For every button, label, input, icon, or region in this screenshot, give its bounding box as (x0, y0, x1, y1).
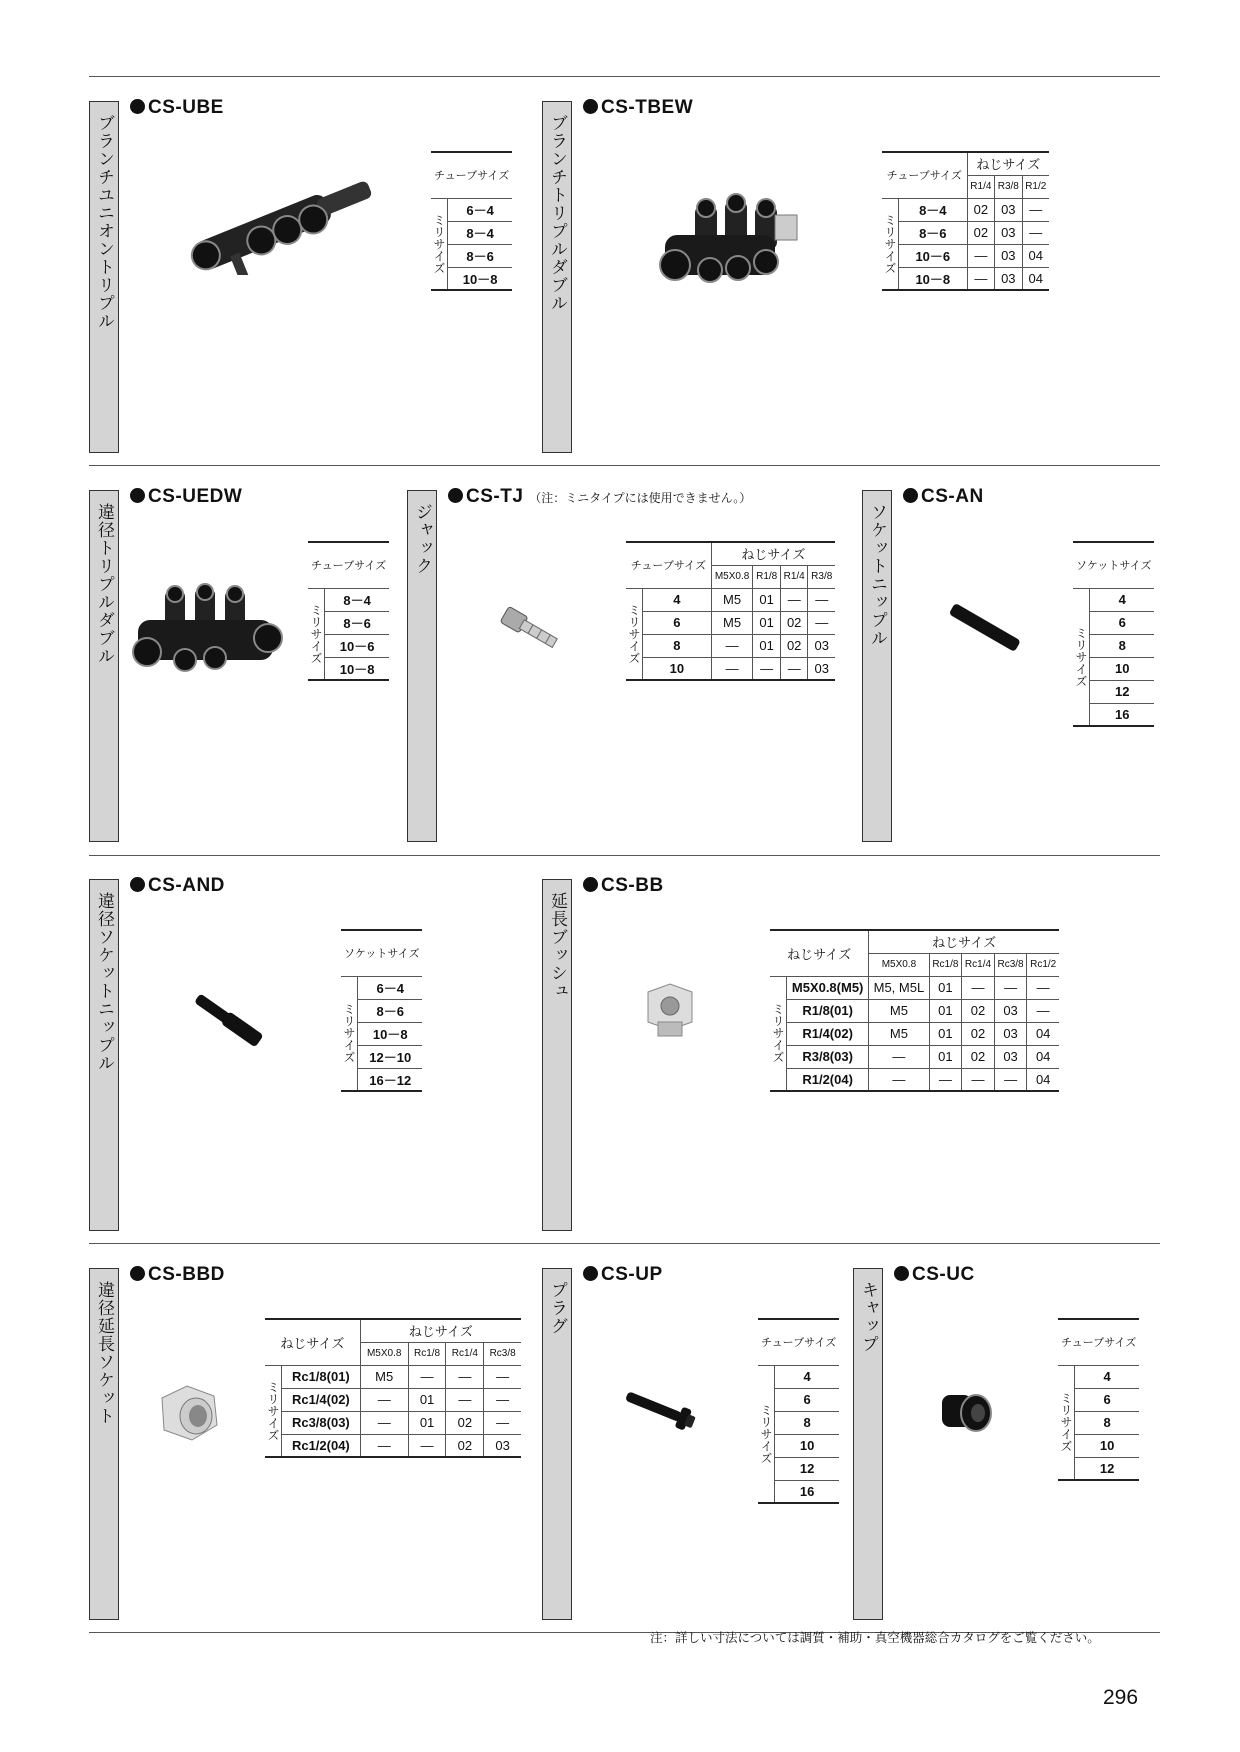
spec-table-uc: チューブサイズ ミリサイズ 4 6 8 10 12 (1058, 1318, 1139, 1481)
rule-row1 (89, 465, 1160, 466)
product-image (495, 600, 565, 660)
rule-row3 (89, 1243, 1160, 1244)
product-title: CS-BB (583, 875, 664, 897)
product-image (938, 1385, 998, 1440)
bullet-icon (130, 877, 145, 892)
bullet-icon (448, 488, 463, 503)
bullet-icon (130, 99, 145, 114)
spec-table-ube: チューブサイズ ミリサイズ 6－4 8－4 8－6 10－8 (431, 151, 512, 291)
category-tab: 違径延長ソケット (89, 1268, 119, 1620)
category-tab: キャップ (853, 1268, 883, 1620)
footnote: 注：詳しい寸法については調質・補助・真空機器総合カタログをご覧ください。 (650, 1630, 1100, 1645)
spec-table-tbew: チューブサイズ ねじサイズ R1/4 R3/8 R1/2 ミリサイズ 8－4 02 03 — 8－6 02 03 — 10－6 — 03 04 10－8 — 03 04 (882, 151, 1049, 291)
product-title: CS-UEDW (130, 486, 242, 508)
category-tab: 違径トリプルダブル (89, 490, 119, 842)
rule-top (89, 76, 1160, 77)
product-image (622, 1385, 702, 1435)
product-image (650, 190, 810, 295)
rule-row2 (89, 855, 1160, 856)
bullet-icon (894, 1266, 909, 1281)
product-title: CS-TBEW (583, 97, 693, 119)
product-title: CS-BBD (130, 1264, 225, 1286)
product-title: CS-UBE (130, 97, 224, 119)
product-title: CS-AND (130, 875, 225, 897)
category-tab: ブランチトリプルダブル (542, 101, 572, 453)
product-image (152, 1380, 227, 1450)
spec-table-bbd: ねじサイズ ねじサイズ M5X0.8 Rc1/8 Rc1/4 Rc3/8 ミリサイズ Rc1/8(01) M5 — — — Rc1/4(02) — 01 — — Rc3/8(03) — 01 02 — Rc1/2(04) — — 02 03 (265, 1318, 521, 1458)
product-image (640, 982, 700, 1040)
category-tab: ブランチユニオントリプル (89, 101, 119, 453)
category-tab: 違径ソケットニップル (89, 879, 119, 1231)
product-image (180, 160, 380, 275)
category-tab: ジャック (407, 490, 437, 842)
bullet-icon (583, 99, 598, 114)
product-title: CS-AN (903, 486, 984, 508)
bullet-icon (130, 1266, 145, 1281)
spec-table-up: チューブサイズ ミリサイズ 4 6 8 10 12 16 (758, 1318, 839, 1504)
spec-table-and: ソケットサイズ ミリサイズ 6－4 8－6 10－8 12－10 16－12 (341, 929, 422, 1092)
product-title: CS-UC (894, 1264, 975, 1286)
product-title: CS-UP (583, 1264, 663, 1286)
page-number: 296 (1103, 1686, 1139, 1709)
category-tab: 延長ブッシュ (542, 879, 572, 1231)
product-image (188, 990, 268, 1050)
bullet-icon (583, 877, 598, 892)
bullet-icon (903, 488, 918, 503)
spec-table-uedw: チューブサイズ ミリサイズ 8－4 8－6 10－6 10－8 (308, 541, 389, 681)
category-tab: プラグ (542, 1268, 572, 1620)
bullet-icon (583, 1266, 598, 1281)
product-image (945, 600, 1025, 655)
category-tab: ソケットニップル (862, 490, 892, 842)
product-image (130, 580, 285, 680)
spec-table-tj: チューブサイズ ねじサイズ M5X0.8 R1/8 R1/4 R3/8 ミリサイズ 4 M5 01 — — 6 M5 01 02 — 8 — 01 02 03 10 — — — 03 (626, 541, 835, 681)
spec-table-an: ソケットサイズ ミリサイズ 4 6 8 10 12 16 (1073, 541, 1154, 727)
bullet-icon (130, 488, 145, 503)
spec-table-bb: ねじサイズ ねじサイズ M5X0.8 Rc1/8 Rc1/4 Rc3/8 Rc1/2 ミリサイズ M5X0.8(M5) M5, M5L 01 — — — R1/8(01) M5 01 02 03 — R1/4(02) M5 01 02 03 04 R3/8(03) — 01 02 03 04 R1/2(04) — — — — 04 (770, 929, 1059, 1092)
product-title: CS-TJ （注：ミニタイプには使用できません。） (448, 486, 751, 508)
